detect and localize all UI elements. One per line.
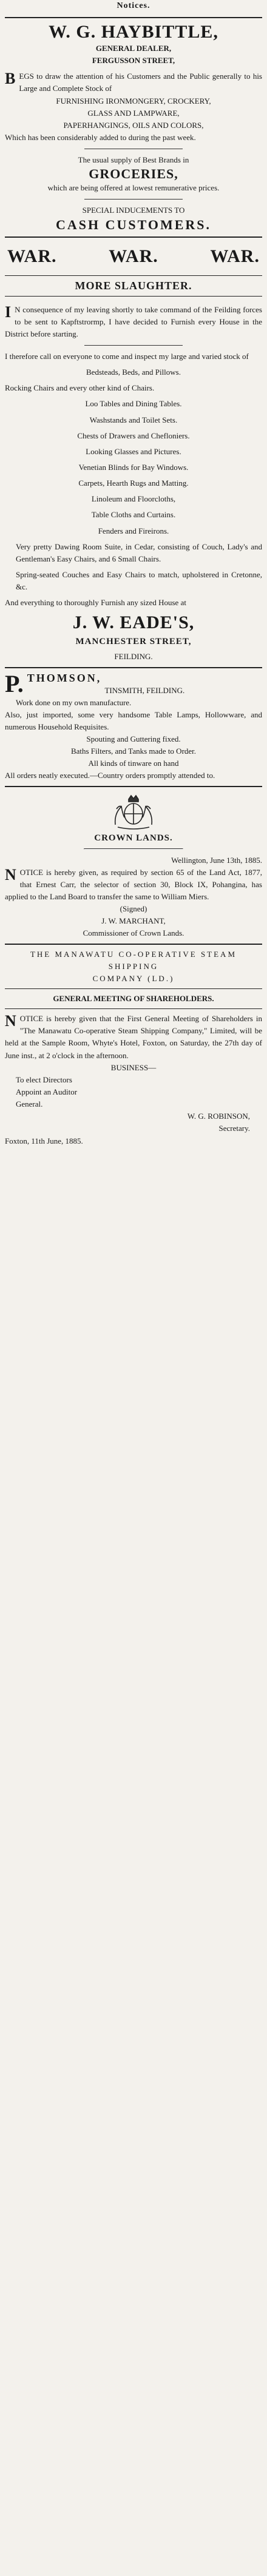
divider — [5, 667, 262, 668]
notices-header: Notices. — [117, 1, 150, 10]
divider — [5, 786, 262, 787]
thomson-advertisement — [5, 669, 262, 782]
meeting-dropcap: N — [5, 1012, 16, 1030]
war-word-2: WAR. — [109, 246, 158, 266]
eade-item: Venetian Blinds for Bay Windows. — [78, 462, 189, 472]
crown-lands-notice — [5, 793, 262, 940]
business-item: General. — [16, 1099, 43, 1109]
eade-item: Loo Tables and Dining Tables. — [85, 399, 182, 409]
haybittle-inducements-2: CASH CUSTOMERS. — [55, 216, 212, 232]
haybittle-inducements-1: SPECIAL INDUCEMENTS TO — [82, 206, 185, 215]
haybittle-name: W. G. HAYBITTLE, — [49, 22, 218, 42]
short-divider — [84, 345, 182, 346]
divider — [5, 275, 262, 276]
divider — [5, 17, 262, 18]
thomson-initial: P. — [5, 669, 24, 697]
royal-crest-icon — [5, 793, 262, 831]
thomson-orders: All orders neatly executed.—Country orders promptly attended to. — [5, 771, 215, 780]
eade-name: J. W. EADE'S, — [72, 612, 195, 633]
meeting-notice-body — [5, 1013, 262, 1062]
shipping-signatory: W. G. ROBINSON, — [187, 1112, 250, 1121]
eade-item: Washstands and Toilet Sets. — [89, 415, 178, 424]
short-divider — [84, 848, 183, 850]
haybittle-supply-tail: which are being offered at lowest remunerative prices. — [47, 183, 220, 193]
war-heading — [5, 241, 262, 272]
haybittle-address: FERGUSSON STREET, — [92, 56, 175, 65]
divider — [5, 296, 262, 297]
divider — [5, 1008, 262, 1009]
meeting-heading: GENERAL MEETING OF SHAREHOLDERS. — [53, 994, 214, 1004]
eade-advertisement — [5, 241, 262, 663]
haybittle-supply-intro: The usual supply of Best Brands in — [78, 155, 189, 165]
meeting-notice-text: OTICE is hereby given that the First General Meeting of Shareholders in "The Manawatu Co-operative Steam Shipping Company," Limited, will be held at the Sample Room, Whyte's Hotel, Foxton, on Saturday, the 27th day of June inst., at 2 o'clock in the afternoon. — [5, 1014, 262, 1060]
divider — [5, 988, 262, 989]
company-name-line2: COMPANY (LD.) — [92, 973, 175, 983]
war-word-3: WAR. — [210, 246, 260, 266]
business-item: Appoint an Auditor — [16, 1087, 78, 1097]
thomson-name: THOMSON, — [27, 671, 102, 684]
thomson-spouting: Spouting and Guttering fixed. — [86, 734, 181, 744]
haybittle-intro-text: EGS to draw the attention of his Customers and the Public generally to his Large and Complete Stock of — [19, 72, 262, 93]
crown-lands-signatory: J. W. MARCHANT, — [101, 916, 166, 926]
short-divider — [84, 199, 182, 200]
haybittle-stock-1: FURNISHING IRONMONGERY, CROCKERY, — [56, 96, 211, 106]
crown-lands-heading: CROWN LANDS. — [94, 833, 173, 843]
thomson-own-manufacture: Work done on my own manufacture. — [16, 697, 132, 707]
thomson-trade: TINSMITH, FEILDING. — [104, 685, 185, 695]
eade-town: FEILDING. — [114, 652, 153, 662]
eade-item: Table Cloths and Curtains. — [91, 510, 176, 520]
haybittle-groceries: GROCERIES, — [89, 166, 178, 182]
haybittle-stock-3: PAPERHANGINGS, OILS AND COLORS, — [63, 120, 204, 130]
eade-suite: Very pretty Dawing Room Suite, in Cedar, consisting of Couch, Lady's and Gentleman's Easy Chairs, and 6 Small Chairs. — [16, 542, 262, 563]
crown-lands-notice-text: OTICE is hereby given, as required by section 65 of the Land Act, 1877, that Ernest Carr, the selector of section 30, Block IX, Pohangina, has applied to the Land Board to transfer the same to William Miers. — [5, 867, 262, 902]
divider — [5, 944, 262, 945]
thomson-baths: Baths Filters, and Tanks made to Order. — [70, 746, 197, 756]
crown-lands-notice-body — [5, 867, 262, 903]
business-heading: BUSINESS— — [110, 1062, 157, 1072]
eade-item: Bedsteads, Beds, and Pillows. — [86, 367, 181, 377]
eade-item: Chests of Drawers and Chefloniers. — [77, 431, 190, 440]
eade-item: Linoleum and Floorcloths, — [91, 494, 176, 504]
shipping-dateline: Foxton, 11th June, 1885. — [5, 1136, 83, 1145]
eade-furnish: And everything to thoroughly Furnish any sized House at — [5, 598, 186, 608]
eade-slaughter: MORE SLAUGHTER. — [75, 279, 192, 292]
eade-spring: Spring-seated Couches and Easy Chairs to match, upholstered in Cretonne, &c. — [16, 569, 262, 592]
eade-item: Rocking Chairs and every other kind of Chairs. — [5, 383, 155, 393]
haybittle-title: GENERAL DEALER, — [95, 44, 172, 53]
manawatu-shipping-notice — [5, 948, 262, 1147]
haybittle-intro — [5, 70, 262, 95]
thomson-all-kinds: All kinds of tinware on hand — [88, 759, 179, 768]
eade-item: Carpets, Hearth Rugs and Matting. — [78, 478, 189, 488]
crown-lands-signed: (Signed) — [120, 904, 147, 914]
haybittle-stock-tail: Which has been considerably added to during the past week. — [5, 132, 196, 142]
eade-street: MANCHESTER STREET, — [75, 637, 192, 647]
company-name-line1: THE MANAWATU CO-OPERATIVE STEAM SHIPPING — [30, 949, 237, 971]
eade-item: Fenders and Fireirons. — [98, 526, 169, 535]
thomson-text: Also, just imported, some very handsome Table Lamps, Hollowware, and numerous Household Requisites. — [5, 709, 262, 731]
haybittle-stock-2: GLASS AND LAMPWARE, — [87, 108, 180, 118]
crown-lands-dateline: Wellington, June 13th, 1885. — [171, 855, 262, 865]
war-word-1: WAR. — [7, 246, 57, 266]
business-item: To elect Directors — [16, 1075, 72, 1084]
crown-lands-dropcap: N — [5, 865, 16, 884]
divider — [5, 236, 262, 238]
eade-item: Looking Glasses and Pictures. — [86, 446, 181, 456]
eade-dropcap: I — [5, 303, 12, 321]
eade-intro — [5, 304, 262, 340]
shipping-signatory-title: Secretary. — [218, 1124, 250, 1133]
crown-lands-signatory-title: Commissioner of Crown Lands. — [83, 928, 184, 938]
haybittle-dropcap: B — [5, 70, 16, 88]
haybittle-advertisement — [5, 22, 262, 233]
eade-call: I therefore call on everyone to come and inspect my large and varied stock of — [5, 351, 249, 361]
eade-intro-text: N consequence of my leaving shortly to take command of the Feilding forces to be sent to Kapftstrormp, I have decided to Furnish every House in the District before starting. — [5, 304, 262, 338]
